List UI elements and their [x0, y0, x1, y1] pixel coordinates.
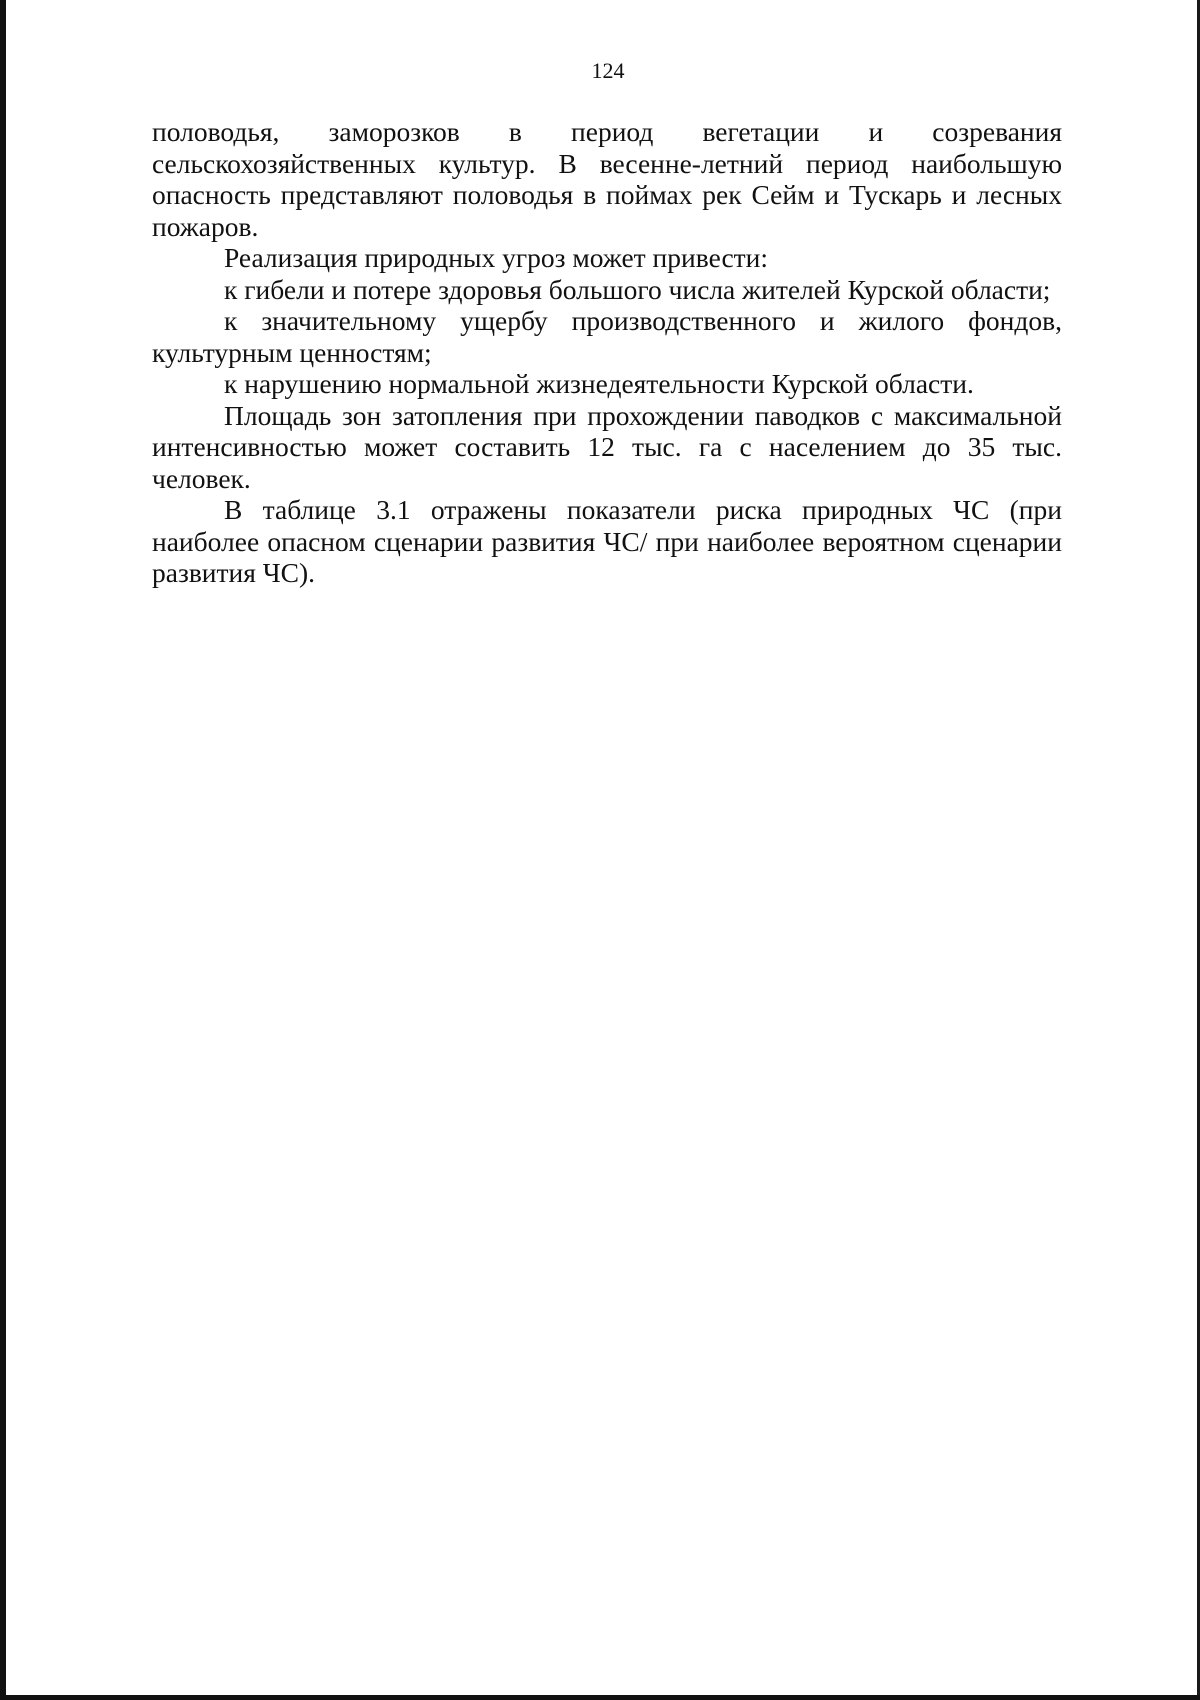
- paragraph: Площадь зон затопления при прохождении паводков с максимальной интенсивностью может составить 12 тыс. га с населением до 35 тыс. человек.: [152, 399, 1062, 494]
- scan-edge-left: [0, 0, 6, 1700]
- paragraph: к гибели и потере здоровья большого числа жителей Курской области;: [224, 273, 1051, 305]
- paragraph: В таблице 3.1 отражены показатели риска природных ЧС (при наиболее опасном сценарии развития ЧС/ при наиболее вероятном сценарии развития ЧС).: [152, 494, 1062, 588]
- scan-edge-bottom: [0, 1695, 1200, 1700]
- paragraph: к значительному ущербу производственного и жилого фондов, культурным ценностям;: [152, 305, 1062, 368]
- paragraph: половодья, заморозков в период вегетации и созревания сельскохозяйственных культур. В весенне-летний период наибольшую опасность представляют половодья в поймах рек Сейм и Тускарь и лесных пожаров.: [152, 116, 1062, 242]
- paragraph: Реализация природных угроз может привести:: [224, 242, 769, 273]
- paragraph: к нарушению нормальной жизнедеятельности Курской области.: [224, 368, 974, 399]
- page-number: 124: [591, 58, 625, 83]
- body-text: [152, 116, 1062, 589]
